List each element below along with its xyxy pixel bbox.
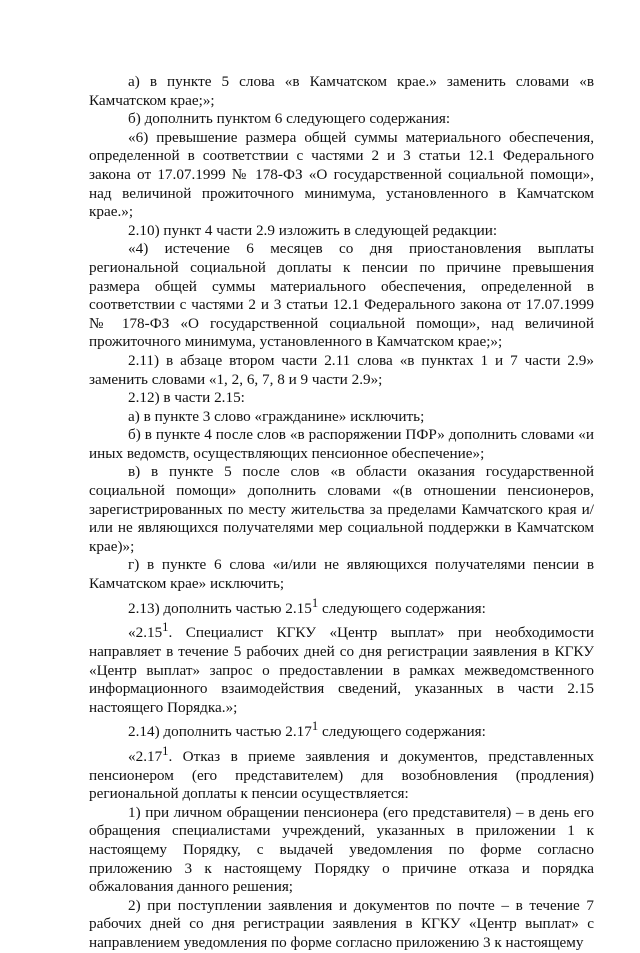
paragraph-2-15-1	[89, 618, 594, 717]
text: «2.15	[128, 624, 163, 642]
paragraph-2-17-1	[89, 742, 594, 804]
paragraph: а) в пункте 3 слово «гражданине» исключить;	[128, 407, 425, 425]
paragraph: г) в пункте 6 слова «и/или не являющихся получателями пенсии в Камчатском крае» исключить;	[89, 556, 594, 593]
paragraph: а) в пункте 5 слова «в Камчатском крае.» заменить словами «в Камчатском крае;»;	[89, 73, 594, 109]
superscript: 1	[311, 595, 319, 610]
paragraph: б) дополнить пунктом 6 следующего содержания:	[128, 110, 451, 128]
text: . Специалист КГКУ «Центр выплат» при необходимости направляет в течение 5 рабочих дней со дня регистрации заявления в КГКУ «Центр выплат» запрос о предоставлении в рамках межведомственного информационного взаимодействия сведений, указанных в части 2.15 настоящего Порядка.»;	[89, 624, 594, 716]
paragraph: 2.11) в абзаце втором части 2.11 слова «в пунктах 1 и 7 части 2.9» заменить словами «1, 2, 6, 7, 8 и 9 части 2.9»;	[89, 351, 594, 388]
text: следующего содержания:	[318, 599, 486, 617]
text: 2.14) дополнить частью 2.17	[128, 723, 312, 741]
superscript: 1	[311, 719, 319, 734]
paragraph-2-14	[89, 717, 594, 742]
document-body	[89, 73, 594, 953]
superscript: 1	[162, 743, 169, 758]
paragraph: б) в пункте 4 после слов «в распоряжении ПФР» дополнить словами «и иных ведомств, осуществляющих пенсионное обеспечение»;	[89, 426, 594, 462]
paragraph: 2.12) в части 2.15:	[128, 389, 245, 407]
text: следующего содержания:	[318, 723, 486, 741]
paragraph: 1) при личном обращении пенсионера (его представителя) – в день его обращения специалистами учреждений, указанных в приложении 1 к настоящему Порядку, с выдачей уведомления по форме согласно приложению 3 к настоящему Порядку о причине отказа и порядка обжалования данного решения;	[89, 803, 594, 896]
text: 2.13) дополнить частью 2.15	[128, 599, 312, 617]
paragraph-2-13	[89, 594, 594, 619]
paragraph: в) в пункте 5 после слов «в области оказания государственной социальной помощи» дополнить словами «(в отношении пенсионеров, зарегистрированных по месту жительства за пределами Камчатского края и/или не являющихся получателями мер социальной поддержки в Камчатском крае)»;	[89, 463, 594, 555]
paragraph: «6) превышение размера общей суммы материального обеспечения, определенной в соответствии с частями 2 и 3 статьи 12.1 Федерального закона от 17.07.1999 № 178-ФЗ «О государственной социальной помощи», над величиной прожиточного минимума, установленного в Камчатском крае.»;	[89, 128, 594, 221]
paragraph: 2.10) пункт 4 части 2.9 изложить в следующей редакции:	[128, 221, 498, 239]
paragraph: 2) при поступлении заявления и документов по почте – в течение 7 рабочих дней со дня регистрации заявления в КГКУ «Центр выплат» с направлением уведомления по форме согласно приложению 3 к настоящему	[89, 896, 594, 951]
text: «2.17	[128, 748, 163, 766]
paragraph: «4) истечение 6 месяцев со дня приостановления выплаты региональной социальной доплаты к пенсии по причине превышения размера общей суммы материального обеспечения, определенной в соответствии с частями 2 и 3 статьи 12.1 Федерального закона от 17.07.1999 № 178-ФЗ «О государственной социальной помощи», над величиной прожиточного минимума, установленного в Камчатском крае;»;	[89, 240, 594, 351]
text: . Отказ в приеме заявления и документов, представленных пенсионером (его представителем) для возобновления (продления) региональной доплаты к пенсии осуществляется:	[89, 748, 594, 803]
superscript: 1	[162, 620, 169, 635]
